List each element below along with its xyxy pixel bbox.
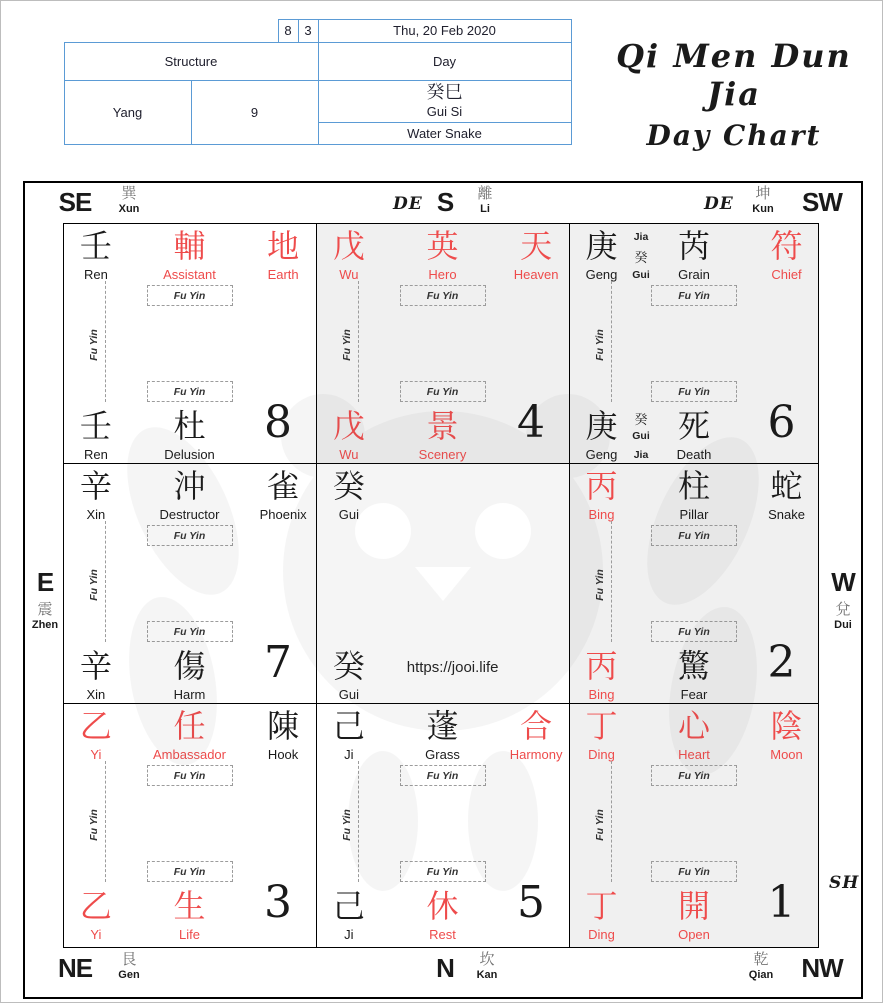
stem-char: 乙 (79, 707, 112, 745)
deity-label: Moon (770, 747, 803, 762)
stem-char: 癸 (332, 467, 365, 505)
deity-char: 陰 (770, 707, 803, 745)
star-char: 芮 (677, 227, 711, 265)
fu-yin-vertical-label: Fu Yin (88, 809, 100, 841)
direction-n: N (436, 953, 454, 983)
trigram-gen (107, 951, 151, 982)
page-title (589, 37, 879, 152)
fu-yin-box: Fu Yin (651, 861, 737, 882)
fu-yin-vertical-label: Fu Yin (594, 569, 606, 601)
star-label: Heart (678, 747, 710, 762)
direction-nw: NW (801, 953, 843, 983)
stem-char: 庚 (585, 407, 618, 445)
star-label: Grass (425, 747, 460, 762)
door-char: 傷 (173, 647, 206, 685)
stem-label: Wu (339, 447, 359, 462)
stem-label: Yi (90, 927, 102, 942)
deity-label: Phoenix (259, 507, 307, 522)
door-label: Delusion (164, 447, 215, 462)
grid-line-horizontal (63, 703, 819, 704)
star-char: 英 (426, 227, 459, 265)
direction-sw: SW (802, 187, 842, 217)
de-marker-left: DE (393, 194, 423, 214)
direction-ne: NE (57, 953, 93, 983)
deity-char: 陳 (267, 707, 300, 745)
trigram-kan-char: 坎 (479, 950, 495, 968)
day-pillar-cell (318, 80, 571, 122)
fu-yin-vertical-label: Fu Yin (88, 329, 100, 361)
fu-yin-box: Fu Yin (400, 861, 486, 882)
direction-s: S (436, 187, 454, 217)
fu-yin-vertical-label: Fu Yin (341, 329, 353, 361)
stem-label: Gui (338, 687, 359, 702)
star-char: 輔 (173, 227, 206, 265)
stem-label: Ji (344, 747, 354, 762)
fu-yin-box: Fu Yin (147, 861, 233, 882)
hidden-stem-annotation: 癸 (634, 251, 648, 266)
stem-char: 戊 (332, 227, 365, 265)
hidden-stem-annotation: Gui (632, 269, 650, 281)
door-label: Scenery (418, 447, 467, 462)
trigram-qian-pinyin: Qian (748, 969, 774, 981)
door-label: Death (676, 447, 712, 462)
star-char: 沖 (173, 467, 206, 505)
structure-number-cell: 9 (250, 104, 259, 120)
hidden-stem-annotation: Jia (633, 449, 649, 461)
stem-char: 己 (332, 707, 365, 745)
stem-label: Bing (588, 687, 615, 702)
star-label: Ambassador (153, 747, 226, 762)
palace-number: 4 (517, 397, 546, 448)
deity-char: 合 (520, 707, 553, 745)
stem-label: Ji (344, 927, 354, 942)
deity-label: Harmony (509, 747, 563, 762)
fu-yin-box: Fu Yin (147, 285, 233, 306)
trigram-dui-char: 兌 (835, 600, 851, 618)
trigram-kan-pinyin: Kan (476, 969, 498, 981)
deity-label: Chief (771, 267, 802, 282)
grid-line-vertical (569, 223, 570, 948)
door-char: 杜 (173, 407, 206, 445)
trigram-li (465, 185, 505, 216)
star-label: Hero (428, 267, 457, 282)
grid-line-horizontal (63, 463, 819, 464)
watermark-url: https://jooi.life (406, 659, 499, 676)
day-pillar-pinyin: Gui Si (426, 104, 463, 119)
stem-char: 丙 (585, 647, 618, 685)
star-label: Destructor (159, 507, 220, 522)
stem-char: 癸 (332, 647, 365, 685)
stem-char: 庚 (585, 227, 618, 265)
trigram-kun-pinyin: Kun (752, 203, 774, 215)
trigram-zhen-char: 震 (37, 600, 53, 618)
grid-line-vertical (316, 223, 317, 948)
deity-label: Hook (267, 747, 299, 762)
trigram-li-char: 離 (477, 184, 493, 202)
stem-char: 戊 (332, 407, 365, 445)
title-line-1: Qi Men Dun Jia (616, 37, 852, 113)
trigram-kan (465, 951, 509, 982)
day-pillar-chinese: 癸巳 (426, 82, 463, 103)
trigram-qian-char: 乾 (753, 950, 769, 968)
stem-char: 乙 (79, 887, 112, 925)
table-border-line (571, 19, 572, 144)
star-char: 任 (173, 707, 206, 745)
door-label: Life (179, 927, 200, 942)
trigram-li-pinyin: Li (480, 203, 490, 215)
trigram-dui (821, 601, 865, 632)
fu-yin-box: Fu Yin (651, 285, 737, 306)
door-char: 景 (426, 407, 459, 445)
stem-char: 辛 (79, 467, 112, 505)
stem-label: Geng (585, 267, 618, 282)
day-pillar-animal-cell: Water Snake (407, 125, 482, 141)
stem-char: 己 (332, 887, 365, 925)
palace-number: 6 (767, 397, 796, 448)
star-char: 蓬 (426, 707, 459, 745)
fu-yin-box: Fu Yin (400, 765, 486, 786)
door-label: Fear (680, 687, 708, 702)
stem-char: 壬 (79, 227, 112, 265)
stem-label: Ding (588, 927, 615, 942)
palace-number: 2 (767, 637, 796, 688)
star-char: 心 (677, 707, 711, 745)
direction-e: E (36, 567, 54, 597)
trigram-dui-pinyin: Dui (834, 619, 852, 631)
stem-label: Yi (90, 747, 102, 762)
palace-number: 5 (517, 877, 546, 928)
fu-yin-box: Fu Yin (651, 621, 737, 642)
door-char: 驚 (677, 647, 711, 685)
fu-yin-box: Fu Yin (147, 765, 233, 786)
structure-label-cell: Structure (164, 53, 218, 69)
polarity-cell: Yang (112, 104, 143, 120)
fu-yin-box: Fu Yin (400, 285, 486, 306)
stem-label: Ren (83, 267, 108, 282)
star-label: Grain (678, 267, 710, 282)
deity-label: Heaven (513, 267, 559, 282)
fu-yin-box: Fu Yin (651, 765, 737, 786)
fu-yin-box: Fu Yin (147, 381, 233, 402)
stem-char: 丙 (585, 467, 618, 505)
cycle-label-cell: Day (432, 53, 457, 69)
fu-yin-box: Fu Yin (147, 621, 233, 642)
stem-label: Ding (588, 747, 615, 762)
door-char: 生 (173, 887, 206, 925)
trigram-xun-char: 巽 (121, 184, 137, 202)
fu-yin-vertical-label: Fu Yin (594, 329, 606, 361)
deity-char: 地 (267, 227, 300, 265)
stem-char: 壬 (79, 407, 112, 445)
trigram-kun (743, 185, 783, 216)
deity-char: 蛇 (770, 467, 803, 505)
deity-char: 雀 (267, 467, 300, 505)
trigram-zhen (23, 601, 67, 632)
palace-number: 7 (264, 637, 293, 688)
stem-label: Geng (585, 447, 618, 462)
hidden-stem-annotation: 癸 (634, 413, 648, 428)
de-marker-right: DE (704, 194, 734, 214)
door-char: 休 (426, 887, 459, 925)
trigram-kun-char: 坤 (755, 184, 771, 202)
direction-w: W (831, 567, 855, 597)
deity-char: 符 (770, 227, 803, 265)
hidden-stem-annotation: Jia (633, 231, 649, 243)
direction-se: SE (58, 187, 92, 217)
door-label: Open (678, 927, 710, 942)
trigram-xun (107, 185, 151, 216)
fu-yin-box: Fu Yin (651, 381, 737, 402)
title-line-2: Day Chart (646, 119, 822, 152)
door-char: 開 (677, 887, 711, 925)
palace-number: 1 (767, 877, 796, 928)
stem-label: Bing (588, 507, 615, 522)
fu-yin-vertical-label: Fu Yin (594, 809, 606, 841)
fu-yin-vertical-label: Fu Yin (341, 809, 353, 841)
trigram-zhen-pinyin: Zhen (31, 619, 59, 631)
door-char: 死 (677, 407, 711, 445)
minute-number-cell: 3 (304, 23, 312, 38)
trigram-gen-char: 艮 (121, 950, 137, 968)
star-label: Assistant (163, 267, 216, 282)
stem-char: 辛 (79, 647, 112, 685)
stem-label: Xin (86, 687, 106, 702)
stem-label: Gui (338, 507, 359, 522)
hidden-stem-annotation: Gui (632, 430, 650, 442)
fu-yin-vertical-label: Fu Yin (88, 569, 100, 601)
palace-number: 3 (264, 877, 293, 928)
stem-char: 丁 (585, 707, 618, 745)
table-border-line (64, 144, 572, 145)
fu-yin-box: Fu Yin (147, 525, 233, 546)
trigram-qian (739, 951, 783, 982)
star-char: 柱 (677, 467, 711, 505)
door-label: Rest (429, 927, 456, 942)
deity-label: Earth (267, 267, 299, 282)
stem-label: Ren (83, 447, 108, 462)
palace-number: 8 (264, 397, 293, 448)
stem-label: Xin (86, 507, 106, 522)
trigram-xun-pinyin: Xun (118, 203, 140, 215)
door-label: Harm (173, 687, 206, 702)
stem-char: 丁 (585, 887, 618, 925)
hour-number-cell: 8 (284, 23, 292, 38)
date-cell: Thu, 20 Feb 2020 (393, 23, 496, 38)
trigram-gen-pinyin: Gen (118, 969, 140, 981)
stem-label: Wu (339, 267, 359, 282)
deity-char: 天 (520, 227, 553, 265)
sh-marker: SH (829, 873, 860, 893)
deity-label: Snake (768, 507, 805, 522)
star-label: Pillar (679, 507, 709, 522)
grid-border (63, 223, 819, 948)
fu-yin-box: Fu Yin (400, 381, 486, 402)
fu-yin-box: Fu Yin (651, 525, 737, 546)
